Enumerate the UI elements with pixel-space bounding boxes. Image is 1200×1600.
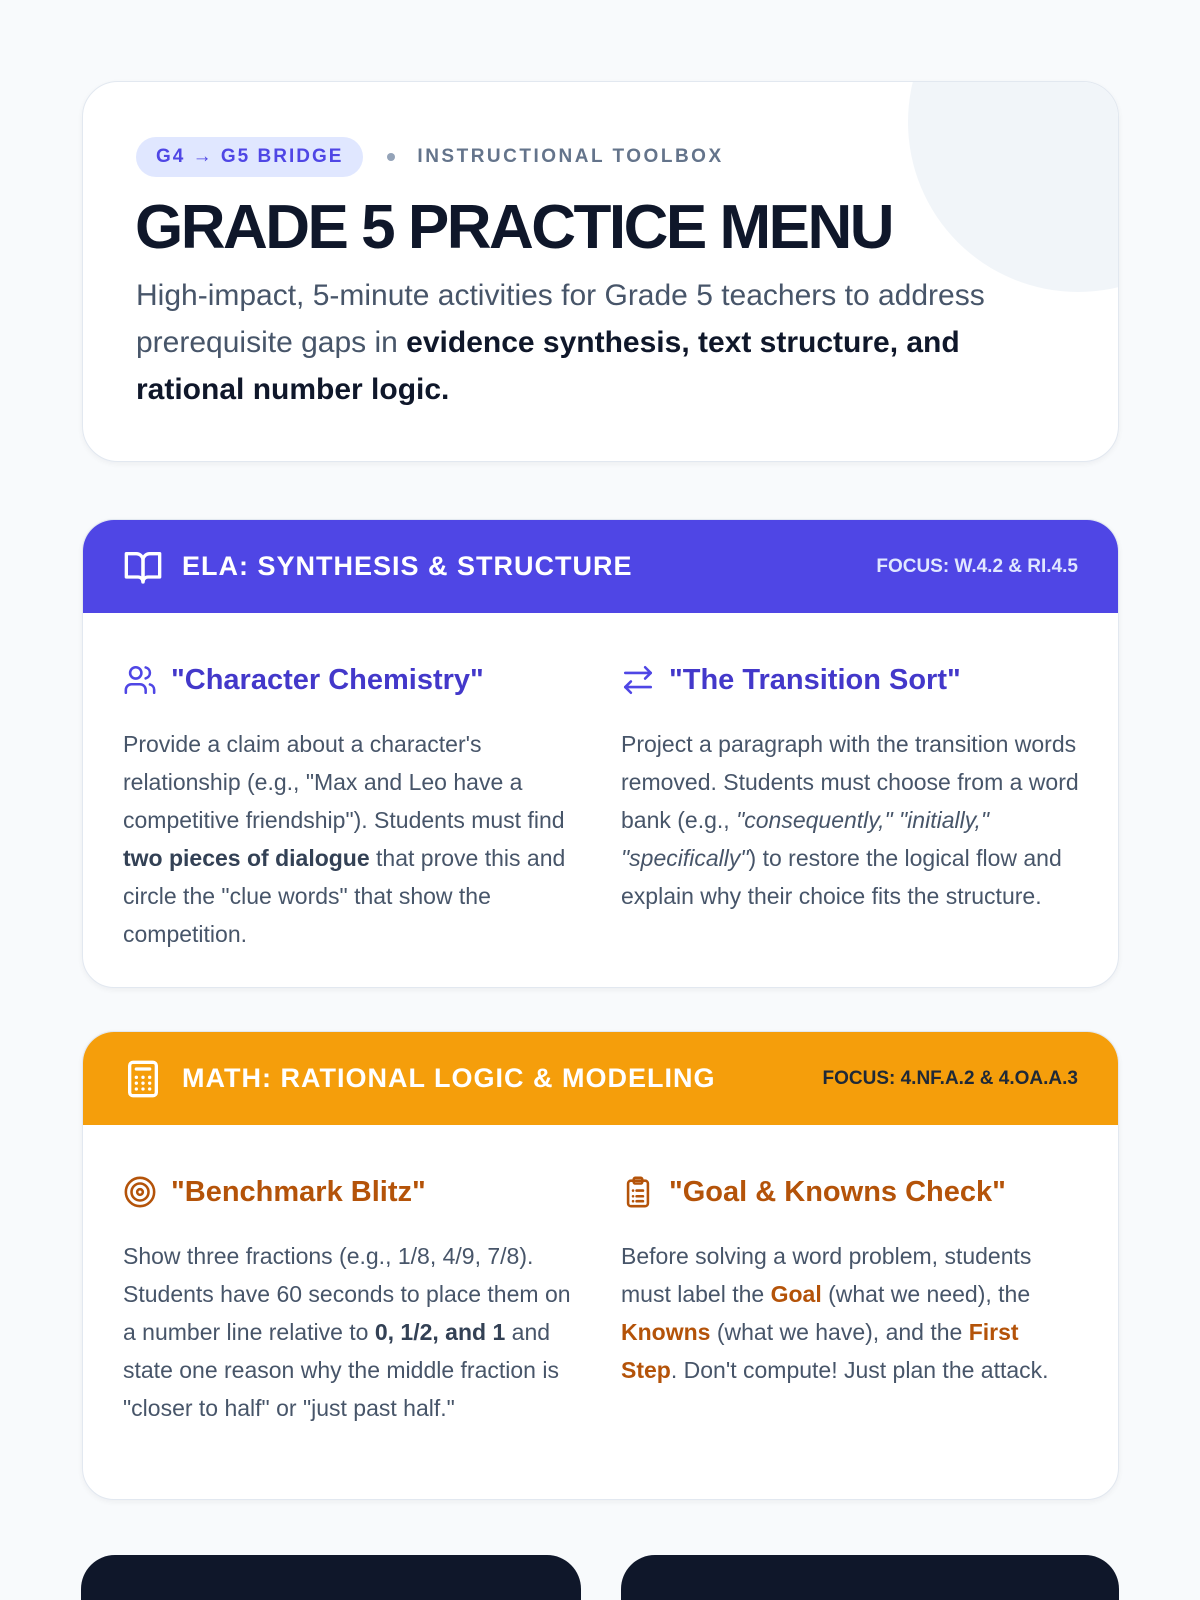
math-section-title: MATH: RATIONAL LOGIC & MODELING [182, 1063, 716, 1093]
activity-description [621, 725, 1081, 915]
clipboard-list-icon [621, 1175, 655, 1209]
description-lead: High-impact, 5-minute activities for Grade 5 teachers to address prerequisite gaps in [136, 279, 985, 359]
page-description [136, 272, 1066, 413]
dark-card-right [621, 1555, 1119, 1600]
ela-section [82, 519, 1119, 988]
activity-character-chemistry [123, 660, 583, 953]
target-icon [123, 1175, 157, 1209]
activity-title: "Character Chemistry" [171, 663, 484, 696]
math-section [82, 1031, 1119, 1500]
description-text: ) to restore the logical flow and explain why their choice fits the structure. [621, 845, 1062, 909]
highlight-first-step: First Step [621, 1319, 1019, 1383]
description-text: Show three fractions (e.g., 1/8, 4/9, 7/8). Students have 60 seconds to place them on a number line relative to [123, 1243, 571, 1345]
ela-section-title: ELA: SYNTHESIS & STRUCTURE [182, 551, 633, 581]
toolbox-label: INSTRUCTIONAL TOOLBOX [417, 146, 724, 167]
description-text: (what we need), the [821, 1281, 1031, 1307]
ela-focus-standards: FOCUS: W.4.2 & RI.4.5 [876, 555, 1078, 577]
description-text: that prove this and circle the "clue words" that show the competition. [123, 845, 566, 947]
decorative-circle [908, 81, 1119, 292]
description-text: Before solving a word problem, students must label the [621, 1243, 1032, 1307]
description-text: and state one reason why the middle fraction is "closer to half" or "just past half." [123, 1319, 559, 1421]
activity-title: "The Transition Sort" [669, 663, 961, 696]
description-text: (what we have), and the [710, 1319, 969, 1345]
arrows-swap-icon [621, 663, 655, 697]
math-focus-standards: FOCUS: 4.NF.A.2 & 4.OA.A.3 [822, 1067, 1078, 1089]
description-text: Project a paragraph with the transition words removed. Students must choose from a word bank (e.g., [621, 731, 1079, 833]
page-title: GRADE 5 PRACTICE MENU [135, 193, 893, 262]
activity-transition-sort [621, 660, 1081, 915]
activity-header [123, 660, 583, 700]
ela-activities [83, 613, 1118, 988]
description-bold: two pieces of dialogue [123, 845, 370, 871]
highlight-knowns: Knowns [621, 1319, 711, 1345]
dark-card-left [81, 1555, 581, 1600]
activity-title: "Goal & Knowns Check" [669, 1175, 1006, 1208]
math-section-header [83, 1032, 1118, 1125]
activity-benchmark-blitz [123, 1172, 583, 1427]
hero-card [82, 81, 1119, 462]
users-icon [123, 663, 157, 697]
description-text: . Don't compute! Just plan the attack. [670, 1357, 1049, 1383]
activity-header [123, 1172, 583, 1212]
description-italic: "consequently," "initially," "specifically" [621, 807, 990, 871]
activity-description [123, 725, 583, 953]
activity-description [621, 1237, 1081, 1389]
grade-bridge-badge: G4 → G5 BRIDGE [136, 137, 363, 177]
book-open-icon [123, 547, 163, 587]
activity-goal-knowns-check [621, 1172, 1081, 1389]
hero-meta [136, 137, 724, 177]
description-text: Provide a claim about a character's relationship (e.g., "Max and Leo have a competitive friendship"). Students must find [123, 731, 565, 833]
calculator-icon [123, 1059, 163, 1099]
highlight-goal: Goal [770, 1281, 822, 1307]
meta-separator-dot [387, 153, 395, 161]
activity-description [123, 1237, 583, 1427]
activity-header [621, 660, 1081, 700]
math-activities [83, 1125, 1118, 1500]
ela-section-header [83, 520, 1118, 613]
description-bold: 0, 1/2, and 1 [374, 1319, 506, 1345]
activity-title: "Benchmark Blitz" [171, 1175, 426, 1208]
activity-header [621, 1172, 1081, 1212]
description-emphasis: evidence synthesis, text structure, and rational number logic. [136, 326, 960, 406]
